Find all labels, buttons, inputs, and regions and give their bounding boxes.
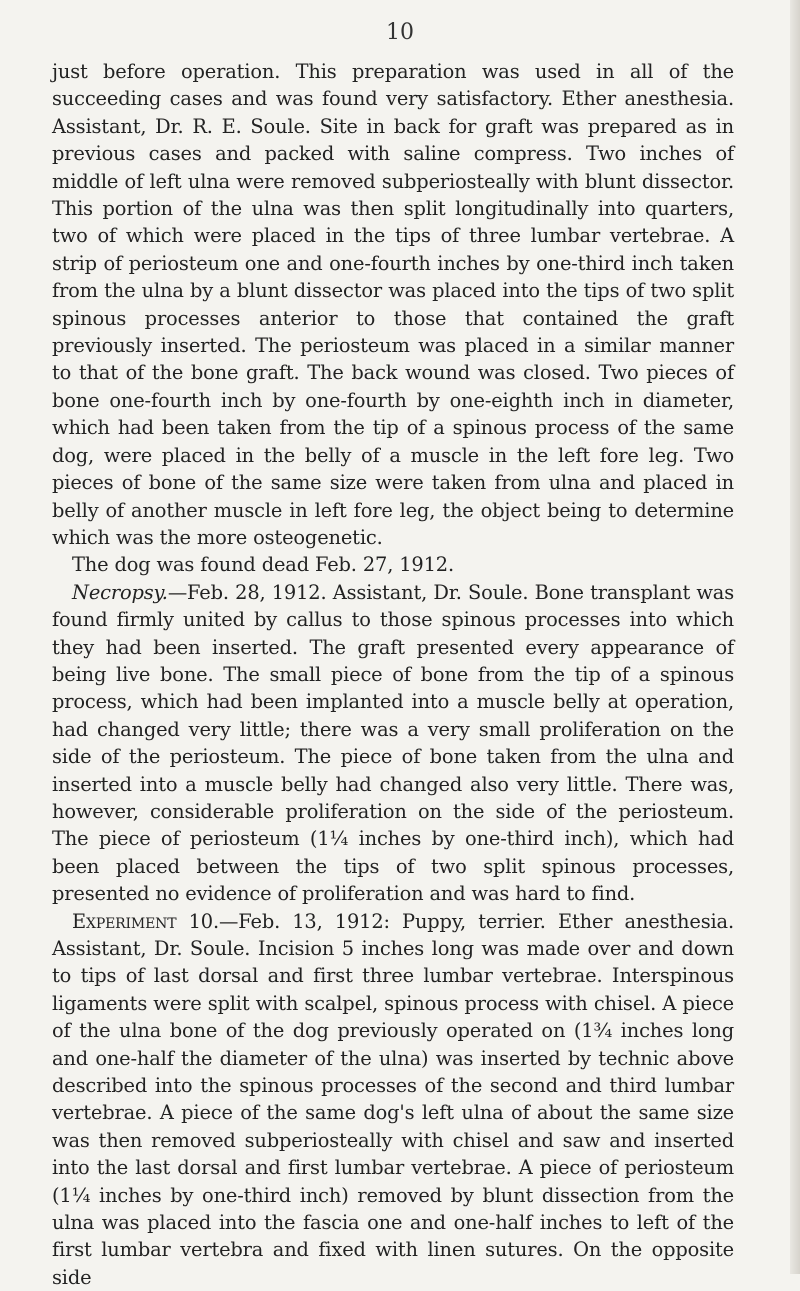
paragraph-death-date [52,551,734,578]
paragraph-operation [52,58,734,551]
article-body [52,58,734,1291]
page-number: 10 [386,20,414,45]
page-edge-shadow [790,0,800,1274]
paragraph-necropsy [52,579,734,908]
paragraph-text: —Feb. 13, 1912: Puppy, terrier. Ether anesthesia. Assistant, Dr. Soule. Incision 5 inches long was made over and down to tips of last dorsal and first three lumbar vertebrae. Interspinous ligaments were split with scalpel, spinous process with chisel. A piece of the ulna bone of the dog previously operated on (1¾ inches long and one-half the diameter of the ulna) was inserted by technic above described into the spinous processes of the second and third lumbar vertebrae. A piece of the same dog's left ulna of about the same size was then removed subperiosteally with chisel and saw and inserted into the last dorsal and first lumbar vertebrae. A piece of periosteum (1¼ inches by one-third inch) removed by blunt dissection from the ulna was placed into the fascia one and one-half inches to left of the first lumbar vertebra and fixed with linen sutures. On the opposite side [52,909,734,1289]
paragraph-text: The dog was found dead Feb. 27, 1912. [72,553,454,577]
paragraph-experiment-10 [52,908,734,1291]
paragraph-text: just before operation. This preparation was used in all of the succeeding cases and was found very satisfactory. Ether anesthesia. Assistant, Dr. R. E. Soule. Site in back for graft was prepared as in previous cases and packed with saline compress. Two inches of middle of left ulna were removed subperiosteally with blunt dissector. This portion of the ulna was then split longitudinally into quarters, two of which were placed in the tips of three lumbar vertebrae. A strip of periosteum one and one-fourth inches by one-third inch taken from the ulna by a blunt dissector was placed into the tips of two split spinous processes anterior to those that contained the graft previously inserted. The periosteum was placed in a similar manner to that of the bone graft. The back wound was closed. Two pieces of bone one-fourth inch by one-fourth by one-eighth inch in diameter, which had been taken from the tip of a spinous process of the same dog, were placed in the belly of a muscle in the left fore leg. Two pieces of bone of the same size were taken from ulna and placed in belly of another muscle in left fore leg, the object being to determine which was the more osteogenetic. [52,60,734,549]
paragraph-text: —Feb. 28, 1912. Assistant, Dr. Soule. Bone transplant was found firmly united by callus to those spinous processes into which they had been inserted. The graft presented every appearance of being live bone. The small piece of bone from the tip of a spinous process, which had been implanted into a muscle belly at operation, had changed very little; there was a very small proliferation on the side of the periosteum. The piece of bone taken from the ulna and inserted into a muscle belly had changed also very little. There was, however, considerable proliferation on the side of the periosteum. The piece of periosteum (1¼ inches by one-third inch), which had been placed between the tips of two split spinous processes, presented no evidence of proliferation and was hard to find. [52,580,734,906]
section-lead-experiment: Experiment 10. [72,909,220,933]
section-lead-necropsy: Necropsy. [72,580,168,604]
